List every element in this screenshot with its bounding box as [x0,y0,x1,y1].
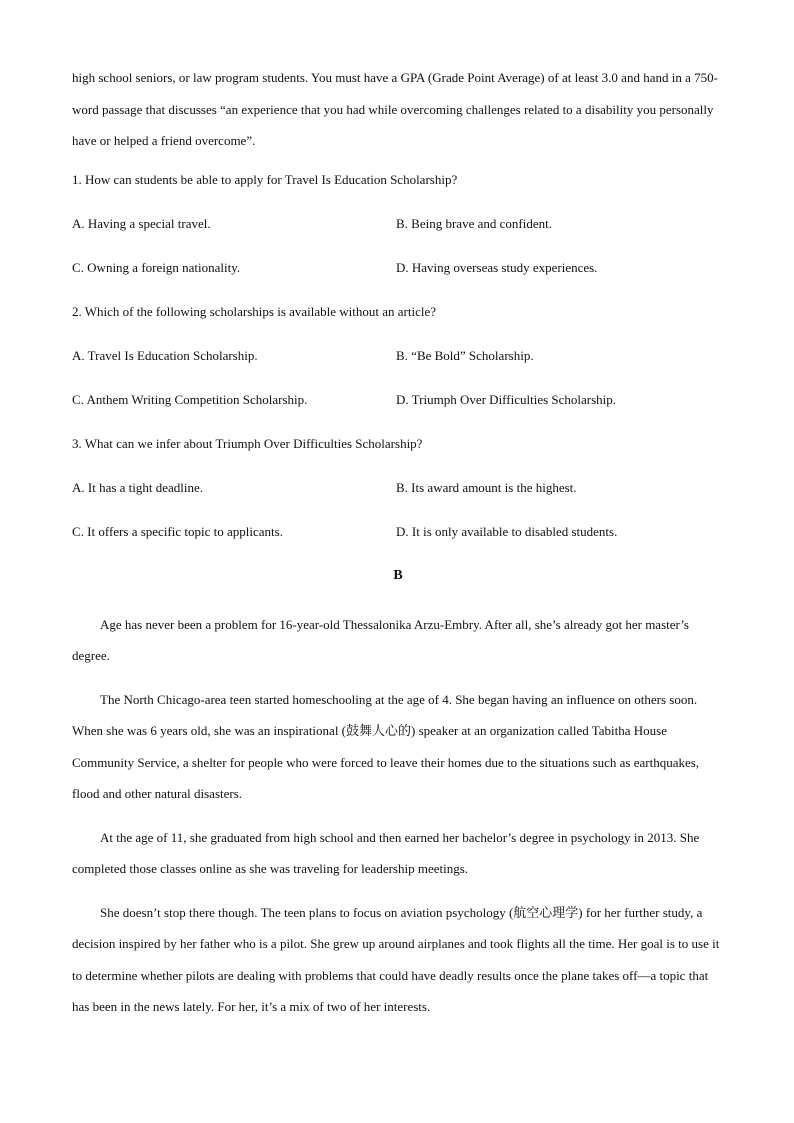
answer-options [72,213,724,279]
question-stem: 3. What can we infer about Triumph Over Difficulties Scholarship? [72,435,423,451]
question-2 [72,301,724,411]
exam-page [72,62,724,1035]
passage-b-paragraph: At the age of 11, she graduated from high school and then earned her bachelor’s degree in psychology in 2013. She completed those classes online as she was traveling for leadership meetings. [72,829,700,876]
option-d[interactable]: D. Triumph Over Difficulties Scholarship. [396,391,617,407]
option-c[interactable]: C. Anthem Writing Competition Scholarship. [72,391,308,407]
answer-options [72,477,724,543]
passage-a-continuation: high school seniors, or law program students. You must have a GPA (Grade Point Average) of at least 3.0 and hand in a 750-word passage that discusses “an experience that you had while overcoming challenges related to a disability you personally have or helped a friend overcome”. [72,70,718,148]
passage-b-paragraph: She doesn’t stop there though. The teen plans to focus on aviation psychology (航空心理学) for her further study, a decision inspired by her father who is a pilot. She grew up around airplanes and took flights all the time. Her goal is to use it to determine whether pilots are dealing with problems that could have deadly results once the plane takes off—a topic that has been in the news lately. For her, it’s a mix of two of her interests. [72,904,720,1014]
question-stem: 2. Which of the following scholarships is available without an article? [72,303,437,319]
option-b[interactable]: B. Being brave and confident. [396,215,552,231]
section-heading: B [393,567,403,583]
option-a[interactable]: A. Travel Is Education Scholarship. [72,347,258,363]
option-d[interactable]: D. Having overseas study experiences. [396,259,598,275]
question-stem: 1. How can students be able to apply for Travel Is Education Scholarship? [72,171,458,187]
question-3 [72,433,724,543]
option-a[interactable]: A. Having a special travel. [72,215,211,231]
option-c[interactable]: C. It offers a specific topic to applicants. [72,523,283,539]
option-c[interactable]: C. Owning a foreign nationality. [72,259,241,275]
option-b[interactable]: B. Its award amount is the highest. [396,479,577,495]
passage-b-paragraph: The North Chicago-area teen started homeschooling at the age of 4. She began having an influence on others soon. When she was 6 years old, she was an inspirational (鼓舞人心的) speaker at an organization called Tabitha House Community Service, a shelter for people who were forced to leave their homes due to the situations such as earthquakes, flood and other natural disasters. [72,691,700,801]
question-1 [72,169,724,279]
answer-options [72,345,724,411]
passage-b-paragraph: Age has never been a problem for 16-year-old Thessalonika Arzu-Embry. After all, she’s already got her master’s degree. [72,616,689,663]
option-b[interactable]: B. “Be Bold” Scholarship. [396,347,534,363]
option-a[interactable]: A. It has a tight deadline. [72,479,204,495]
option-d[interactable]: D. It is only available to disabled students. [396,523,618,539]
